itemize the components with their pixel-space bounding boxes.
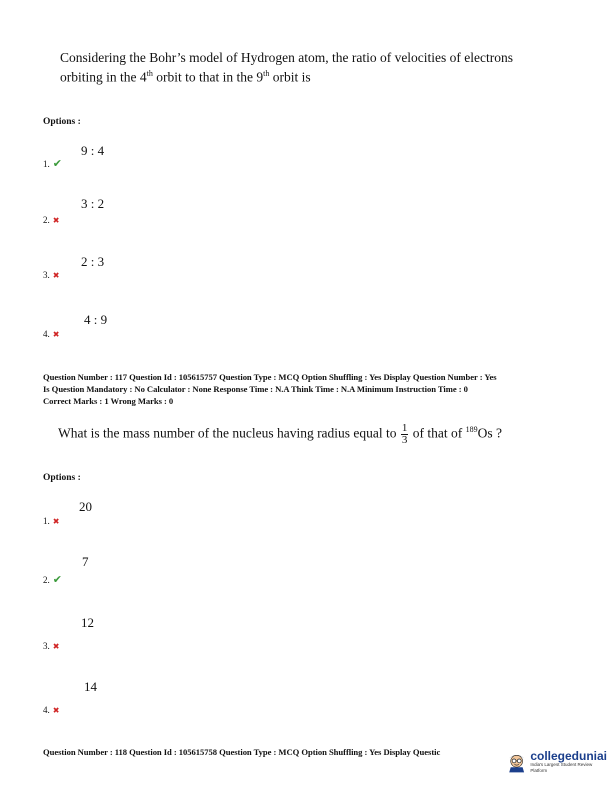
option-value: 7 <box>82 554 89 569</box>
option-value: 20 <box>79 499 92 514</box>
fraction: $\frac{1}{3}$ <box>401 421 408 446</box>
cross-icon: ✖ <box>52 329 60 339</box>
option-number: 4. ✖ <box>43 705 60 715</box>
meta-line: Question Number : 117 Question Id : 105615757 Question Type : MCQ Option Shuffling : Yes Display Question Number : Yes <box>43 372 497 382</box>
cross-icon: ✖ <box>52 516 60 526</box>
question-text <box>60 50 580 86</box>
mascot-icon <box>507 748 526 776</box>
option-number: 1. ✖ <box>43 516 60 526</box>
cross-icon: ✖ <box>52 641 60 651</box>
options-label: Options : <box>43 473 81 483</box>
logo-name: collegeduniai <box>530 749 607 763</box>
question-meta <box>43 371 603 407</box>
question-text: What is the mass number of the nucleus having radius equal to $\frac{1}{3}$ of that of $^{189}$Os ? <box>58 421 503 446</box>
option-number: 4. ✖ <box>43 329 60 339</box>
option-value: 9 : 4 <box>81 143 105 158</box>
cross-icon: ✖ <box>52 215 60 225</box>
option-value: 14 <box>84 679 97 694</box>
option-number: 2. ✔ <box>43 574 62 586</box>
option-number: 3. ✖ <box>43 270 60 280</box>
question-meta <box>43 746 501 758</box>
meta-line: Correct Marks : 1 Wrong Marks : 0 <box>43 396 174 406</box>
option-value: 4 : 9 <box>84 312 108 327</box>
option-number: 1. ✔ <box>43 158 62 170</box>
meta-line: Question Number : 118 Question Id : 105615758 Question Type : MCQ Option Shuffling : Yes Display Questic <box>43 747 441 757</box>
check-icon: ✔ <box>52 158 62 170</box>
question-line-2: orbiting in the 4th orbit to that in the 9th orbit is <box>60 69 311 85</box>
option-number: 2. ✖ <box>43 215 60 225</box>
meta-line: Is Question Mandatory : No Calculator : None Response Time : N.A Think Time : N.A Minimum Instruction Time : 0 <box>43 384 468 394</box>
cross-icon: ✖ <box>52 705 60 715</box>
option-value: 12 <box>81 615 94 630</box>
check-icon: ✔ <box>52 574 62 586</box>
option-value: 2 : 3 <box>81 254 105 269</box>
logo-tagline: India's Largest Student Review Platform <box>530 762 593 773</box>
question-line-1: Considering the Bohr’s model of Hydrogen atom, the ratio of velocities of electrons <box>60 50 514 65</box>
cross-icon: ✖ <box>52 270 60 280</box>
option-value: 3 : 2 <box>81 196 105 211</box>
options-label: Options : <box>43 117 81 127</box>
option-number: 3. ✖ <box>43 641 60 651</box>
brand-logo <box>507 748 607 776</box>
